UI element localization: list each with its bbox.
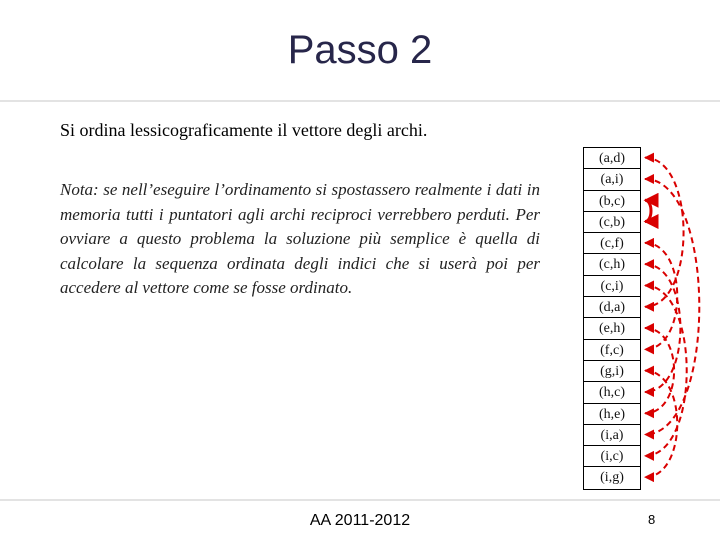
arc-cell: (i,a): [584, 425, 640, 446]
arc-cell: (c,h): [584, 254, 640, 275]
reciprocal-link-arrow: [645, 328, 674, 413]
arc-cell: (c,f): [584, 233, 640, 254]
slide-title: Passo 2: [287, 28, 433, 72]
arc-cell: (h,e): [584, 404, 640, 425]
arc-cell: (d,a): [584, 297, 640, 318]
arc-cell: (i,c): [584, 446, 640, 467]
arc-cell: (h,c): [584, 382, 640, 403]
arc-cell: (a,i): [584, 169, 640, 190]
note-paragraph: Nota: se nell’eseguire l’ordinamento si spostassero realmente i dati in memoria tutti i puntatori agli archi reciproci verrebbero perduti. Per ovviare a questo problema la soluzione più semplice è quella di calcolare la sequenza ordinata degli indici che si userà poi per accedere al vettore come se fosse ordinato.: [60, 180, 540, 297]
page-number: 8: [648, 512, 656, 527]
reciprocal-link-arrow: [645, 243, 677, 350]
reciprocal-link-arrow: [645, 158, 684, 307]
arc-cell: (e,h): [584, 318, 640, 339]
arc-vector: [583, 147, 641, 490]
footer-academic-year: AA 2011-2012: [309, 512, 411, 529]
reciprocal-link-arrow: [645, 371, 677, 478]
arc-cell: (c,i): [584, 276, 640, 297]
arc-cell: (c,b): [584, 212, 640, 233]
arc-cell: (f,c): [584, 340, 640, 361]
arc-cell: (i,g): [600, 470, 624, 486]
footer-divider: [0, 499, 720, 501]
reciprocal-link-arrow: [645, 200, 651, 221]
arc-cell: (a,d): [584, 148, 640, 169]
reciprocal-link-arrow: [645, 285, 687, 455]
title-divider: [0, 100, 720, 102]
reciprocal-link-arrow: [645, 179, 699, 435]
intro-text: Si ordina lessicograficamente il vettore degli archi.: [60, 120, 428, 140]
reciprocal-link-arrow: [645, 264, 680, 392]
arc-cell: (g,i): [584, 361, 640, 382]
arc-cell: (b,c): [584, 191, 640, 212]
